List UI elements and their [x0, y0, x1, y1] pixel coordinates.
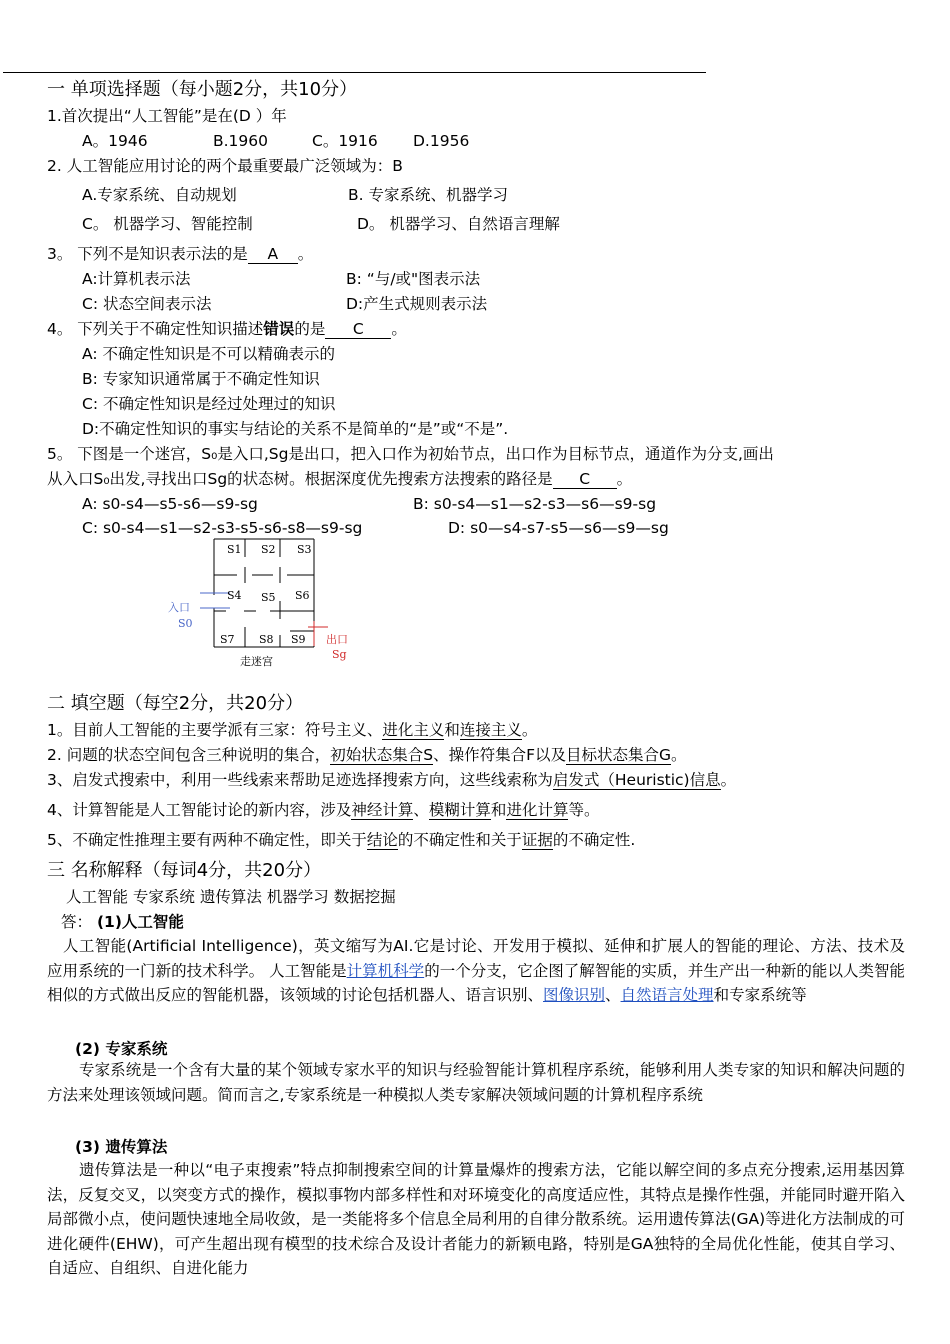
q5-option-c: C: s0-s4—s1—s2-s3-s5-s6-s8—s9-sg [82, 519, 363, 537]
fill3: 3、启发式搜索中，利用一些线索来帮助足迹选择搜索方向，这些线索称为启发式（Heuristic)信息。 [47, 771, 737, 789]
q4-option-b: B: 专家知识通常属于不确定性知识 [82, 370, 320, 388]
answer-heading-2: (2) 专家系统 [75, 1040, 168, 1058]
maze-exit-label: 出口 [326, 633, 348, 646]
q3-option-d: D:产生式规则表示法 [346, 295, 488, 313]
fill1: 1。目前人工智能的主要学派有三家：符号主义、进化主义和连接主义。 [47, 721, 538, 739]
q5-option-b: B: s0-s4—s1—s2-s3—s6—s9-sg [413, 495, 657, 513]
fill1-blank2: 连接主义 [459, 721, 522, 739]
q3-answer: A [248, 245, 298, 264]
q3-option-c: C: 状态空间表示法 [82, 295, 212, 313]
definition-genetic-algorithm: 遗传算法是一种以“电子束搜索”特点抑制搜索空间的计算量爆炸的搜索方法，它能以解空间的多点充分搜索,运用基因算法，反复交叉，以突变方式的操作，模拟事物内部多样性和对环境变化的高度适应性，其特点是操作性强，并能同时避开陷入局部微小点，使问题快速地全局收敛，是一类能将多个信息全局利用的自律分散系统。运用遗传算法(GA)等进化方法制成的可进化硬件(EHW)，可产生超出现有模型的技术综合及设计者能力的新颖电路，特别是GA独特的全局优化性能，使其自学习、自适应、自组织、自进化能力 [47, 1161, 905, 1277]
section3-title: 三 名称解释（每词4分，共20分） [47, 860, 322, 881]
q2-option-b: B. 专家系统、机器学习 [348, 186, 508, 204]
q4-option-a: A: 不确定性知识是不可以精确表示的 [82, 345, 335, 363]
fill5-blank1: 结论 [366, 831, 398, 849]
q2-stem: 2. 人工智能应用讨论的两个最重要最广泛领域为：B [47, 157, 403, 175]
maze-cell-s4: S4 [227, 589, 242, 602]
q5-option-d: D: s0—s4-s7-s5—s6—s9—sg [448, 519, 669, 537]
q3-stem: 3。 下列不是知识表示法的是A。 [47, 245, 314, 263]
q1-stem: 1.首次提出“人工智能”是在(D ）年 [47, 107, 287, 125]
link-nlp[interactable]: 自然语言处理 [620, 986, 714, 1004]
link-image-recognition[interactable]: 图像识别 [543, 986, 606, 1004]
q3-option-b: B: “与/或"图表示法 [346, 270, 481, 288]
fill4-blank2: 模糊计算 [428, 801, 491, 819]
maze-cell-s3: S3 [297, 543, 312, 556]
q4-stem: 4。 下列关于不确定性知识描述错误的是C。 [47, 320, 407, 338]
maze-exit-node: Sg [332, 648, 347, 661]
definition-ai: 人工智能(Artificial Intelligence)，英文缩写为AI.它是讨论、开发用于模拟、延伸和扩展人的智能的理论、方法、技术及应用系统的一门新的技术科学。 人工智能是计算机科学的一个分支，它企图了解智能的实质，并生产出一种新的能以人类智能相似的方式做出反应的智能机器，该领域的讨论包括机器人、语言识别、图像识别、自然语言处理和专家系统等 [47, 937, 905, 1004]
q5-option-a: A: s0-s4—s5-s6—s9-sg [82, 495, 258, 513]
maze-cell-s2: S2 [261, 543, 276, 556]
q4-answer: C [325, 320, 391, 339]
section1-title: 一 单项选择题（每小题2分，共10分） [47, 79, 358, 100]
section2-title: 二 填空题（每空2分，共20分） [47, 693, 304, 714]
maze-cell-s1: S1 [227, 543, 242, 556]
fill1-blank1: 进化主义 [382, 721, 445, 739]
fill4-blank1: 神经计算 [351, 801, 414, 819]
q1-option-b: B.1960 [213, 132, 269, 150]
q5-answer: C [553, 470, 617, 489]
maze-caption: 走迷宫 [240, 655, 273, 668]
q2-option-d: D。 机器学习、自然语言理解 [357, 215, 560, 233]
maze-cell-s6: S6 [295, 589, 310, 602]
fill3-blank1: 启发式（Heuristic)信息 [552, 771, 721, 789]
q1-option-a: A。1946 [82, 132, 148, 150]
q5-stem-line2: 从入口S₀出发,寻找出口Sg的状态树。根据深度优先搜索方法搜索的路径是C。 [47, 470, 633, 488]
maze-cell-s7: S7 [220, 633, 235, 646]
answer-heading-1: 答： (1)人工智能 [61, 913, 184, 931]
definition-expert-system: 专家系统是一个含有大量的某个领域专家水平的知识与经验智能计算机程序系统，能够利用人类专家的知识和解决问题的方法来处理该领域问题。简而言之,专家系统是一种模拟人类专家解决领域问题的计算机程序系统 [47, 1061, 905, 1104]
fill4-blank3: 进化计算 [506, 801, 569, 819]
fill5: 5、不确定性推理主要有两种不确定性，即关于结论的不确定性和关于证据的不确定性. [47, 831, 636, 849]
q1-option-c: C。1916 [312, 132, 378, 150]
q2-option-c: C。 机器学习、智能控制 [82, 215, 253, 233]
fill2-blank2: 目标状态集合G [565, 746, 671, 764]
maze-cell-s9: S9 [291, 633, 306, 646]
q5-stem-line1: 5。 下图是一个迷宫，S₀是入口,Sg是出口，把入口作为初始节点，出口作为目标节点，通道作为分支,画出 [47, 445, 774, 463]
maze-cell-s8: S8 [259, 633, 274, 646]
answer-heading-3: (3) 遗传算法 [75, 1138, 168, 1156]
fill5-blank2: 证据 [521, 831, 553, 849]
maze-cell-s5: S5 [261, 591, 276, 604]
q4-option-d: D:不确定性知识的事实与结论的关系不是简单的“是”或“不是”. [82, 420, 509, 438]
q2-option-a: A.专家系统、自动规划 [82, 186, 237, 204]
q4-option-c: C: 不确定性知识是经过处理过的知识 [82, 395, 336, 413]
fill4: 4、计算智能是人工智能讨论的新内容，涉及神经计算、模糊计算和进化计算等。 [47, 801, 600, 819]
section3-terms: 人工智能 专家系统 遗传算法 机器学习 数据挖掘 [66, 888, 396, 906]
maze-diagram [160, 535, 370, 675]
fill2: 2. 问题的状态空间包含三种说明的集合，初始状态集合S、操作符集合F以及目标状态集合G。 [47, 746, 687, 764]
link-computer-science[interactable]: 计算机科学 [346, 961, 425, 980]
q3-option-a: A:计算机表示法 [82, 270, 191, 288]
maze-entry-label: 入口 [168, 601, 190, 614]
maze-entry-node: S0 [178, 617, 193, 630]
fill2-blank1: 初始状态集合S [330, 746, 434, 764]
top-rule [3, 72, 706, 73]
q1-option-d: D.1956 [413, 132, 470, 150]
